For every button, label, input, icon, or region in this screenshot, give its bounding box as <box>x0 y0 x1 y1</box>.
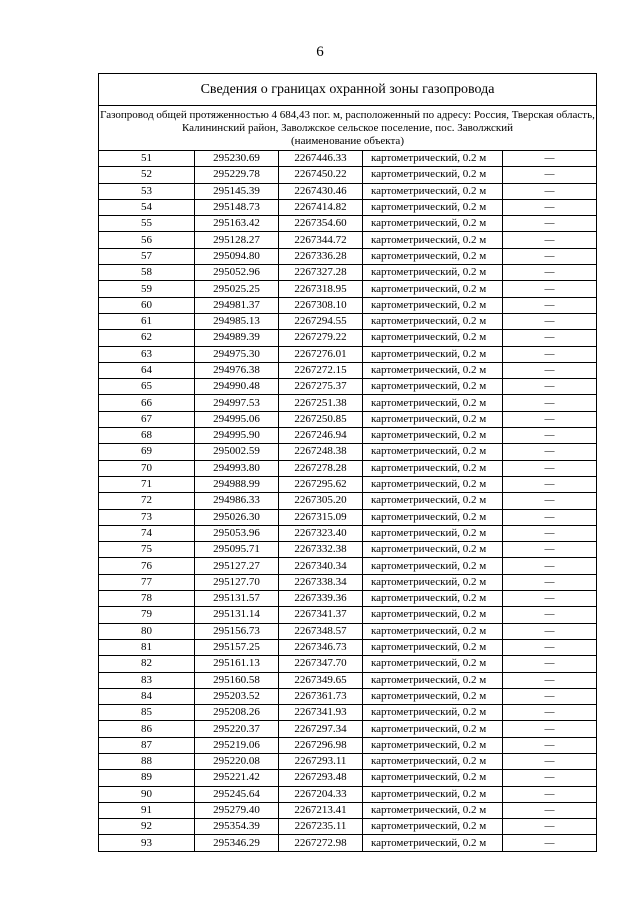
point-number-cell: 62 <box>99 330 195 346</box>
note-cell: — <box>503 265 597 281</box>
x-coordinate-cell: 294995.06 <box>195 411 279 427</box>
x-coordinate-cell: 294975.30 <box>195 346 279 362</box>
y-coordinate-cell: 2267446.33 <box>279 151 363 167</box>
y-coordinate-cell: 2267248.38 <box>279 444 363 460</box>
table-row <box>99 313 597 329</box>
method-cell: картометрический, 0.2 м <box>363 265 503 281</box>
x-coordinate-cell: 295220.37 <box>195 721 279 737</box>
y-coordinate-cell: 2267348.57 <box>279 623 363 639</box>
x-coordinate-cell: 295157.25 <box>195 639 279 655</box>
point-number-cell: 80 <box>99 623 195 639</box>
method-cell: картометрический, 0.2 м <box>363 411 503 427</box>
note-cell: — <box>503 183 597 199</box>
point-number-cell: 92 <box>99 819 195 835</box>
point-number-cell: 53 <box>99 183 195 199</box>
y-coordinate-cell: 2267341.37 <box>279 607 363 623</box>
point-number-cell: 58 <box>99 265 195 281</box>
method-cell: картометрический, 0.2 м <box>363 151 503 167</box>
y-coordinate-cell: 2267272.15 <box>279 362 363 378</box>
x-coordinate-cell: 295127.27 <box>195 558 279 574</box>
point-number-cell: 71 <box>99 476 195 492</box>
note-cell: — <box>503 216 597 232</box>
x-coordinate-cell: 295026.30 <box>195 509 279 525</box>
note-cell: — <box>503 232 597 248</box>
point-number-cell: 93 <box>99 835 195 851</box>
table-row <box>99 802 597 818</box>
y-coordinate-cell: 2267213.41 <box>279 802 363 818</box>
table-row <box>99 656 597 672</box>
note-cell: — <box>503 460 597 476</box>
method-cell: картометрический, 0.2 м <box>363 281 503 297</box>
method-cell: картометрический, 0.2 м <box>363 672 503 688</box>
table-row <box>99 705 597 721</box>
y-coordinate-cell: 2267346.73 <box>279 639 363 655</box>
y-coordinate-cell: 2267275.37 <box>279 379 363 395</box>
note-cell: — <box>503 313 597 329</box>
x-coordinate-cell: 295220.08 <box>195 753 279 769</box>
y-coordinate-cell: 2267279.22 <box>279 330 363 346</box>
coordinates-document <box>98 73 596 852</box>
x-coordinate-cell: 294993.80 <box>195 460 279 476</box>
x-coordinate-cell: 294990.48 <box>195 379 279 395</box>
x-coordinate-cell: 295131.57 <box>195 591 279 607</box>
y-coordinate-cell: 2267235.11 <box>279 819 363 835</box>
table-row <box>99 395 597 411</box>
description-caption: (наименование объекта) <box>291 134 404 147</box>
x-coordinate-cell: 295354.39 <box>195 819 279 835</box>
method-cell: картометрический, 0.2 м <box>363 770 503 786</box>
x-coordinate-cell: 294995.90 <box>195 428 279 444</box>
point-number-cell: 84 <box>99 688 195 704</box>
note-cell: — <box>503 509 597 525</box>
method-cell: картометрический, 0.2 м <box>363 607 503 623</box>
method-cell: картометрический, 0.2 м <box>363 819 503 835</box>
table-row <box>99 737 597 753</box>
method-cell: картометрический, 0.2 м <box>363 428 503 444</box>
x-coordinate-cell: 295025.25 <box>195 281 279 297</box>
x-coordinate-cell: 294988.99 <box>195 476 279 492</box>
note-cell: — <box>503 428 597 444</box>
table-row <box>99 411 597 427</box>
point-number-cell: 85 <box>99 705 195 721</box>
note-cell: — <box>503 167 597 183</box>
point-number-cell: 60 <box>99 297 195 313</box>
point-number-cell: 81 <box>99 639 195 655</box>
x-coordinate-cell: 295128.27 <box>195 232 279 248</box>
note-cell: — <box>503 281 597 297</box>
x-coordinate-cell: 295230.69 <box>195 151 279 167</box>
x-coordinate-cell: 295145.39 <box>195 183 279 199</box>
point-number-cell: 51 <box>99 151 195 167</box>
note-cell: — <box>503 199 597 215</box>
note-cell: — <box>503 558 597 574</box>
method-cell: картометрический, 0.2 м <box>363 183 503 199</box>
y-coordinate-cell: 2267450.22 <box>279 167 363 183</box>
note-cell: — <box>503 721 597 737</box>
note-cell: — <box>503 819 597 835</box>
y-coordinate-cell: 2267347.70 <box>279 656 363 672</box>
y-coordinate-cell: 2267344.72 <box>279 232 363 248</box>
note-cell: — <box>503 525 597 541</box>
method-cell: картометрический, 0.2 м <box>363 167 503 183</box>
point-number-cell: 89 <box>99 770 195 786</box>
x-coordinate-cell: 294985.13 <box>195 313 279 329</box>
y-coordinate-cell: 2267250.85 <box>279 411 363 427</box>
x-coordinate-cell: 295208.26 <box>195 705 279 721</box>
table-row <box>99 199 597 215</box>
x-coordinate-cell: 294976.38 <box>195 362 279 378</box>
table-row <box>99 428 597 444</box>
x-coordinate-cell: 295148.73 <box>195 199 279 215</box>
method-cell: картометрический, 0.2 м <box>363 525 503 541</box>
point-number-cell: 70 <box>99 460 195 476</box>
note-cell: — <box>503 476 597 492</box>
table-row <box>99 639 597 655</box>
y-coordinate-cell: 2267246.94 <box>279 428 363 444</box>
method-cell: картометрический, 0.2 м <box>363 297 503 313</box>
y-coordinate-cell: 2267323.40 <box>279 525 363 541</box>
point-number-cell: 72 <box>99 493 195 509</box>
point-number-cell: 77 <box>99 574 195 590</box>
table-row <box>99 786 597 802</box>
table-row <box>99 476 597 492</box>
y-coordinate-cell: 2267251.38 <box>279 395 363 411</box>
note-cell: — <box>503 379 597 395</box>
object-description <box>99 106 597 151</box>
table-row <box>99 362 597 378</box>
table-row <box>99 525 597 541</box>
method-cell: картометрический, 0.2 м <box>363 558 503 574</box>
y-coordinate-cell: 2267272.98 <box>279 835 363 851</box>
method-cell: картометрический, 0.2 м <box>363 460 503 476</box>
note-cell: — <box>503 493 597 509</box>
point-number-cell: 57 <box>99 248 195 264</box>
method-cell: картометрический, 0.2 м <box>363 248 503 264</box>
method-cell: картометрический, 0.2 м <box>363 379 503 395</box>
point-number-cell: 55 <box>99 216 195 232</box>
method-cell: картометрический, 0.2 м <box>363 753 503 769</box>
x-coordinate-cell: 295221.42 <box>195 770 279 786</box>
note-cell: — <box>503 444 597 460</box>
table-row <box>99 216 597 232</box>
y-coordinate-cell: 2267338.34 <box>279 574 363 590</box>
x-coordinate-cell: 294989.39 <box>195 330 279 346</box>
method-cell: картометрический, 0.2 м <box>363 835 503 851</box>
y-coordinate-cell: 2267296.98 <box>279 737 363 753</box>
y-coordinate-cell: 2267293.11 <box>279 753 363 769</box>
note-cell: — <box>503 591 597 607</box>
point-number-cell: 76 <box>99 558 195 574</box>
y-coordinate-cell: 2267336.28 <box>279 248 363 264</box>
table-body <box>99 151 597 852</box>
note-cell: — <box>503 639 597 655</box>
method-cell: картометрический, 0.2 м <box>363 721 503 737</box>
table-row <box>99 265 597 281</box>
method-cell: картометрический, 0.2 м <box>363 493 503 509</box>
table-row <box>99 753 597 769</box>
x-coordinate-cell: 295052.96 <box>195 265 279 281</box>
y-coordinate-cell: 2267414.82 <box>279 199 363 215</box>
note-cell: — <box>503 672 597 688</box>
point-number-cell: 68 <box>99 428 195 444</box>
note-cell: — <box>503 395 597 411</box>
x-coordinate-cell: 295279.40 <box>195 802 279 818</box>
y-coordinate-cell: 2267430.46 <box>279 183 363 199</box>
description-line-1: Газопровод общей протяженностью 4 684,43 пог. м, расположенный по адресу: Россия, Тверская область, <box>100 108 595 121</box>
note-cell: — <box>503 656 597 672</box>
point-number-cell: 88 <box>99 753 195 769</box>
note-cell: — <box>503 542 597 558</box>
description-line-2: Калининский район, Заволжское сельское поселение, пос. Заволжский <box>181 121 514 134</box>
method-cell: картометрический, 0.2 м <box>363 591 503 607</box>
x-coordinate-cell: 295245.64 <box>195 786 279 802</box>
x-coordinate-cell: 295002.59 <box>195 444 279 460</box>
note-cell: — <box>503 346 597 362</box>
y-coordinate-cell: 2267339.36 <box>279 591 363 607</box>
table-row <box>99 721 597 737</box>
point-number-cell: 82 <box>99 656 195 672</box>
note-cell: — <box>503 297 597 313</box>
table-row <box>99 493 597 509</box>
x-coordinate-cell: 295219.06 <box>195 737 279 753</box>
table-row <box>99 183 597 199</box>
x-coordinate-cell: 294997.53 <box>195 395 279 411</box>
point-number-cell: 90 <box>99 786 195 802</box>
y-coordinate-cell: 2267349.65 <box>279 672 363 688</box>
y-coordinate-cell: 2267327.28 <box>279 265 363 281</box>
table-row <box>99 281 597 297</box>
method-cell: картометрический, 0.2 м <box>363 802 503 818</box>
table-row <box>99 591 597 607</box>
note-cell: — <box>503 835 597 851</box>
table-row <box>99 248 597 264</box>
point-number-cell: 86 <box>99 721 195 737</box>
method-cell: картометрический, 0.2 м <box>363 688 503 704</box>
y-coordinate-cell: 2267276.01 <box>279 346 363 362</box>
x-coordinate-cell: 294986.33 <box>195 493 279 509</box>
point-number-cell: 74 <box>99 525 195 541</box>
table-row <box>99 542 597 558</box>
x-coordinate-cell: 295127.70 <box>195 574 279 590</box>
note-cell: — <box>503 607 597 623</box>
y-coordinate-cell: 2267305.20 <box>279 493 363 509</box>
point-number-cell: 66 <box>99 395 195 411</box>
note-cell: — <box>503 248 597 264</box>
x-coordinate-cell: 295053.96 <box>195 525 279 541</box>
note-cell: — <box>503 688 597 704</box>
table-row <box>99 607 597 623</box>
y-coordinate-cell: 2267294.55 <box>279 313 363 329</box>
table-row <box>99 460 597 476</box>
note-cell: — <box>503 753 597 769</box>
table-row <box>99 232 597 248</box>
point-number-cell: 73 <box>99 509 195 525</box>
y-coordinate-cell: 2267361.73 <box>279 688 363 704</box>
point-number-cell: 79 <box>99 607 195 623</box>
x-coordinate-cell: 295156.73 <box>195 623 279 639</box>
note-cell: — <box>503 411 597 427</box>
method-cell: картометрический, 0.2 м <box>363 199 503 215</box>
table-row <box>99 297 597 313</box>
table-row <box>99 330 597 346</box>
y-coordinate-cell: 2267318.95 <box>279 281 363 297</box>
point-number-cell: 52 <box>99 167 195 183</box>
table-row <box>99 379 597 395</box>
note-cell: — <box>503 574 597 590</box>
y-coordinate-cell: 2267295.62 <box>279 476 363 492</box>
x-coordinate-cell: 295094.80 <box>195 248 279 264</box>
x-coordinate-cell: 295161.13 <box>195 656 279 672</box>
table-row <box>99 672 597 688</box>
table-row <box>99 558 597 574</box>
note-cell: — <box>503 737 597 753</box>
point-number-cell: 87 <box>99 737 195 753</box>
point-number-cell: 63 <box>99 346 195 362</box>
method-cell: картометрический, 0.2 м <box>363 346 503 362</box>
point-number-cell: 69 <box>99 444 195 460</box>
method-cell: картометрический, 0.2 м <box>363 395 503 411</box>
x-coordinate-cell: 295346.29 <box>195 835 279 851</box>
y-coordinate-cell: 2267340.34 <box>279 558 363 574</box>
table-row <box>99 574 597 590</box>
method-cell: картометрический, 0.2 м <box>363 737 503 753</box>
table-row <box>99 151 597 167</box>
method-cell: картометрический, 0.2 м <box>363 542 503 558</box>
y-coordinate-cell: 2267315.09 <box>279 509 363 525</box>
table-title: Сведения о границах охранной зоны газопровода <box>99 74 597 106</box>
point-number-cell: 91 <box>99 802 195 818</box>
page-number: 6 <box>316 44 324 60</box>
y-coordinate-cell: 2267341.93 <box>279 705 363 721</box>
point-number-cell: 56 <box>99 232 195 248</box>
note-cell: — <box>503 330 597 346</box>
method-cell: картометрический, 0.2 м <box>363 656 503 672</box>
method-cell: картометрический, 0.2 м <box>363 705 503 721</box>
point-number-cell: 59 <box>99 281 195 297</box>
table-row <box>99 819 597 835</box>
method-cell: картометрический, 0.2 м <box>363 362 503 378</box>
table-row <box>99 770 597 786</box>
point-number-cell: 78 <box>99 591 195 607</box>
note-cell: — <box>503 151 597 167</box>
point-number-cell: 83 <box>99 672 195 688</box>
note-cell: — <box>503 623 597 639</box>
table-row <box>99 835 597 851</box>
method-cell: картометрический, 0.2 м <box>363 232 503 248</box>
x-coordinate-cell: 295160.58 <box>195 672 279 688</box>
y-coordinate-cell: 2267297.34 <box>279 721 363 737</box>
method-cell: картометрический, 0.2 м <box>363 216 503 232</box>
method-cell: картометрический, 0.2 м <box>363 330 503 346</box>
table-row <box>99 623 597 639</box>
method-cell: картометрический, 0.2 м <box>363 313 503 329</box>
note-cell: — <box>503 705 597 721</box>
note-cell: — <box>503 786 597 802</box>
x-coordinate-cell: 295095.71 <box>195 542 279 558</box>
x-coordinate-cell: 295229.78 <box>195 167 279 183</box>
y-coordinate-cell: 2267293.48 <box>279 770 363 786</box>
point-number-cell: 67 <box>99 411 195 427</box>
x-coordinate-cell: 295163.42 <box>195 216 279 232</box>
y-coordinate-cell: 2267308.10 <box>279 297 363 313</box>
method-cell: картометрический, 0.2 м <box>363 444 503 460</box>
table-row <box>99 509 597 525</box>
point-number-cell: 61 <box>99 313 195 329</box>
point-number-cell: 65 <box>99 379 195 395</box>
x-coordinate-cell: 294981.37 <box>195 297 279 313</box>
y-coordinate-cell: 2267354.60 <box>279 216 363 232</box>
note-cell: — <box>503 362 597 378</box>
method-cell: картометрический, 0.2 м <box>363 509 503 525</box>
note-cell: — <box>503 770 597 786</box>
point-number-cell: 64 <box>99 362 195 378</box>
method-cell: картометрический, 0.2 м <box>363 476 503 492</box>
x-coordinate-cell: 295203.52 <box>195 688 279 704</box>
coordinates-table <box>98 73 597 852</box>
table-row <box>99 167 597 183</box>
table-row <box>99 346 597 362</box>
method-cell: картометрический, 0.2 м <box>363 574 503 590</box>
note-cell: — <box>503 802 597 818</box>
point-number-cell: 75 <box>99 542 195 558</box>
y-coordinate-cell: 2267204.33 <box>279 786 363 802</box>
table-row <box>99 688 597 704</box>
method-cell: картометрический, 0.2 м <box>363 786 503 802</box>
method-cell: картометрический, 0.2 м <box>363 639 503 655</box>
table-row <box>99 444 597 460</box>
y-coordinate-cell: 2267278.28 <box>279 460 363 476</box>
method-cell: картометрический, 0.2 м <box>363 623 503 639</box>
y-coordinate-cell: 2267332.38 <box>279 542 363 558</box>
x-coordinate-cell: 295131.14 <box>195 607 279 623</box>
point-number-cell: 54 <box>99 199 195 215</box>
